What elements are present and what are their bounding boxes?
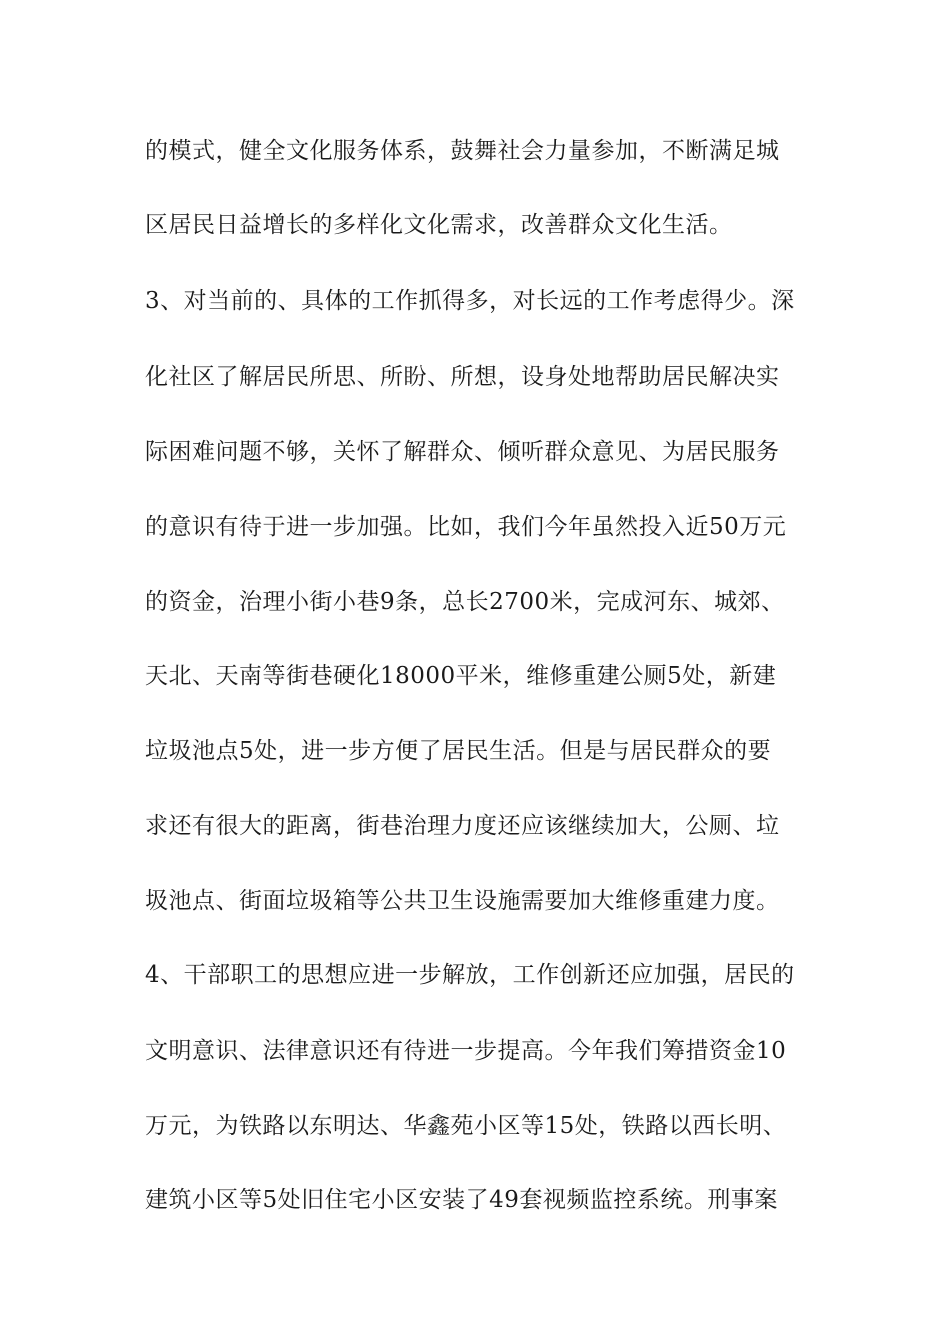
text-line-7: 的资金，治理小街小巷9条，总长2700米，完成河东、城郊、 <box>145 589 785 615</box>
text-line-11: 圾池点、街面垃圾箱等公共卫生设施需要加大维修重建力度。 <box>145 888 780 914</box>
text-line-4: 化社区了解居民所思、所盼、所想，设身处地帮助居民解决实 <box>145 364 780 390</box>
text-line-10: 求还有很大的距离，街巷治理力度还应该继续加大，公厕、垃 <box>145 813 780 839</box>
text-line-13: 文明意识、法律意识还有待进一步提高。今年我们筹措资金10 <box>145 1038 787 1064</box>
text-line-2: 区居民日益增长的多样化文化需求，改善群众文化生活。 <box>145 212 733 238</box>
text-line-1: 的模式，健全文化服务体系，鼓舞社会力量参加，不断满足城 <box>145 138 780 164</box>
text-line-14: 万元，为铁路以东明达、华鑫苑小区等15处，铁路以西长明、 <box>145 1113 787 1139</box>
text-line-5: 际困难问题不够，关怀了解群众、倾听群众意见、为居民服务 <box>145 439 780 465</box>
text-line-8: 天北、天南等街巷硬化18000平米，维修重建公厕5处，新建 <box>145 663 777 689</box>
text-line-15: 建筑小区等5处旧住宅小区安装了49套视频监控系统。刑事案 <box>145 1187 778 1213</box>
text-line-12: 4、干部职工的思想应进一步解放，工作创新还应加强，居民的 <box>145 962 795 988</box>
text-line-3: 3、对当前的、具体的工作抓得多，对长远的工作考虑得少。深 <box>145 288 795 314</box>
text-line-9: 垃圾池点5处，进一步方便了居民生活。但是与居民群众的要 <box>145 738 772 764</box>
text-line-6: 的意识有待于进一步加强。比如，我们今年虽然投入近50万元 <box>145 514 787 540</box>
